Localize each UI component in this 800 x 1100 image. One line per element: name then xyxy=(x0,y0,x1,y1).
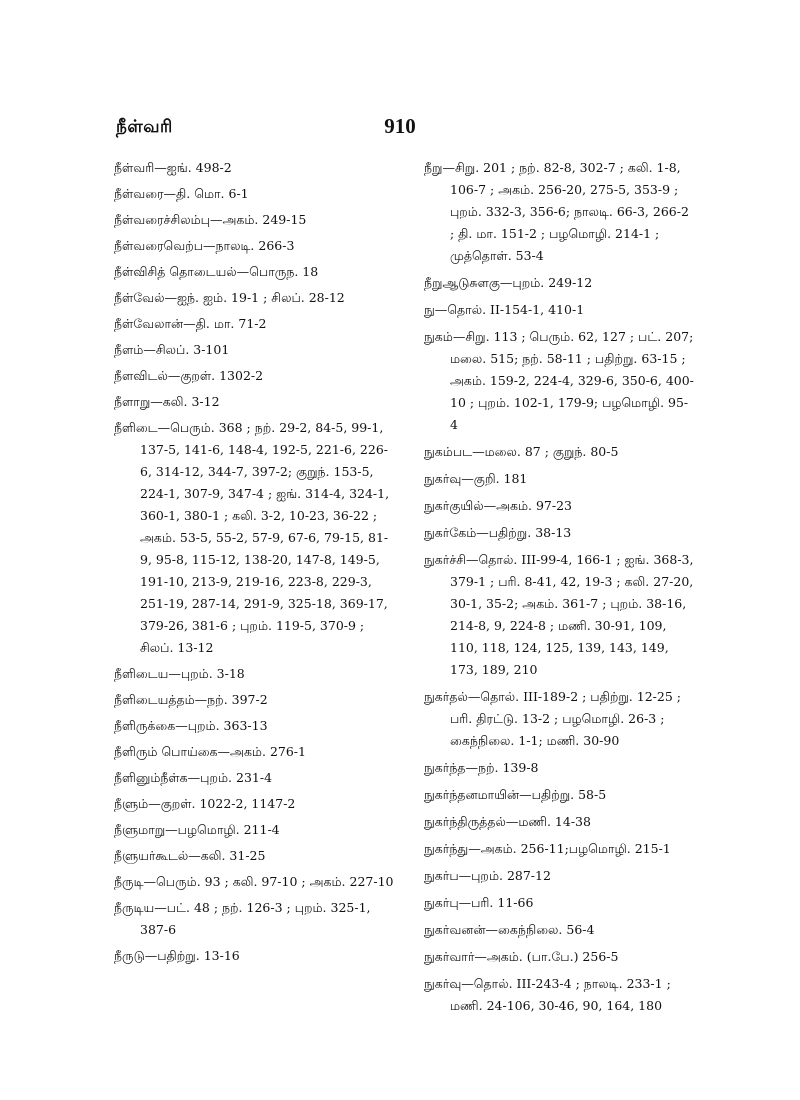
index-entry: நீளுயர்கூடல்—கலி. 31-25 xyxy=(114,848,266,863)
index-entry: நீளிரும் பொய்கை—அகம். 276-1 xyxy=(114,744,306,759)
index-entry: நு—தொல். II-154-1, 410-1 xyxy=(424,302,585,317)
index-entry: நீறு—சிறு. 201 ; நற். 82-8, 302-7 ; கலி. 1-8, 106-7 ; அகம். 256-20, 275-5, 353-9 ; புறம். 332-3, 356-6; நாலடி. 66-3, 266-2 ; தி. மா. 151-2 ; பழமொழி. 214-1 ; முத்தொள். 53-4 xyxy=(424,160,689,263)
index-entry: நீறுஆடுசுளகு—புறம். 249-12 xyxy=(424,275,593,290)
index-entry: நுகர்வார்—அகம். (பா.பே.) 256-5 xyxy=(424,949,619,964)
left-column xyxy=(114,157,396,971)
index-entry: நீளிடைய—புறம். 3-18 xyxy=(114,666,245,681)
index-entry: நுகம்பட—மலை. 87 ; குறுந். 80-5 xyxy=(424,444,619,459)
index-entry: நீள்வரி—ஐங். 498-2 xyxy=(114,160,232,175)
index-entry: நுகர்ப—புறம். 287-12 xyxy=(424,868,551,883)
index-entry: நுகர்பு—பரி. 11-66 xyxy=(424,895,534,910)
index-entry: நீருடி—பெரும். 93 ; கலி. 97-10 ; அகம். 227-10 xyxy=(114,874,394,889)
index-entry: நுகர்ந்த—நற். 139-8 xyxy=(424,760,539,775)
index-entry: நீளிடை—பெரும். 368 ; நற். 29-2, 84-5, 99-1, 137-5, 141-6, 148-4, 192-5, 221-6, 226-6, 314-12, 344-7, 397-2; குறுந். 153-5, 224-1, 307-9, 347-4 ; ஐங். 314-4, 324-1, 360-1, 380-1 ; கலி. 3-2, 10-23, 36-22 ; அகம். 53-5, 55-2, 57-9, 67-6, 79-15, 81-9, 95-8, 115-12, 138-20, 147-8, 149-5, 191-10, 213-9, 219-16, 223-8, 229-3, 251-19, 287-14, 291-9, 325-18, 369-17, 379-26, 381-6 ; புறம். 119-5, 370-9 ; சிலப். 13-12 xyxy=(114,420,390,655)
index-entry: நுகர்வு—தொல். III-243-4 ; நாலடி. 233-1 ; மணி. 24-106, 30-46, 90, 164, 180 xyxy=(424,976,671,1013)
right-column xyxy=(424,157,696,1022)
index-entry: நுகர்தல்—தொல். III-189-2 ; பதிற்று. 12-25 ; பரி. திரட்டு. 13-2 ; பழமொழி. 26-3 ; கைந்நிலை. 1-1; மணி. 30-90 xyxy=(424,689,681,748)
index-entry: நீளவிடல்—குறள். 1302-2 xyxy=(114,368,264,383)
index-entry: நுகம்—சிறு. 113 ; பெரும். 62, 127 ; பட். 207; மலை. 515; நற். 58-11 ; பதிற்று. 63-15 ; அகம். 159-2, 224-4, 329-6, 350-6, 400-10 ; புறம். 102-1, 179-9; பழமொழி. 95-4 xyxy=(424,329,694,432)
index-entry: நீளினும்நீள்க—புறம். 231-4 xyxy=(114,770,273,785)
index-entry: நுகர்ந்து—அகம். 256-11;பழமொழி. 215-1 xyxy=(424,841,671,856)
index-entry: நீள்வரைச்சிலம்பு—அகம். 249-15 xyxy=(114,212,307,227)
index-entry: நீளும்—குறள். 1022-2, 1147-2 xyxy=(114,796,296,811)
index-entry: நுகர்குயில்—அகம். 97-23 xyxy=(424,498,572,513)
index-entry: நுகர்ந்திருத்தல்—மணி. 14-38 xyxy=(424,814,591,829)
index-entry: நீளாறு—கலி. 3-12 xyxy=(114,394,220,409)
index-entry: நீள்வரை—தி. மொ. 6-1 xyxy=(114,186,249,201)
index-entry: நுகர்வனன்—கைந்நிலை. 56-4 xyxy=(424,922,595,937)
index-entry: நீளிருக்கை—புறம். 363-13 xyxy=(114,718,268,733)
index-entry: நீளிடையத்தம்—நற். 397-2 xyxy=(114,692,268,707)
index-entry: நுகர்வு—குறி. 181 xyxy=(424,471,528,486)
index-entry: நீளுமாறு—பழமொழி. 211-4 xyxy=(114,822,280,837)
index-entry: நீள்வேலான்—தி. மா. 71-2 xyxy=(114,316,267,331)
running-head: நீள்வரி xyxy=(116,117,173,137)
index-entry: நுகர்ந்தனமாயின்—பதிற்று. 58-5 xyxy=(424,787,607,802)
index-entry: நீருடிய—பட். 48 ; நற். 126-3 ; புறம். 325-1, 387-6 xyxy=(114,900,371,937)
index-entry: நீள்வரைவெற்ப—நாலடி. 266-3 xyxy=(114,238,295,253)
index-entry: நீளம்—சிலப். 3-101 xyxy=(114,342,230,357)
page-number: 910 xyxy=(384,114,416,138)
index-entry: நீருடு—பதிற்று. 13-16 xyxy=(114,948,240,963)
index-entry: நீள்விசித் தொடையல்—பொருந. 18 xyxy=(114,264,319,279)
index-entry: நுகர்ச்சி—தொல். III-99-4, 166-1 ; ஐங். 368-3, 379-1 ; பரி. 8-41, 42, 19-3 ; கலி. 27-20, 30-1, 35-2; அகம். 361-7 ; புறம். 38-16, 214-8, 9, 224-8 ; மணி. 30-91, 109, 110, 118, 124, 125, 139, 143, 149, 173, 189, 210 xyxy=(424,552,694,677)
index-entry: நீள்வேல்—ஐந். ஐம். 19-1 ; சிலப். 28-12 xyxy=(114,290,345,305)
index-entry: நுகர்கேம்—பதிற்று. 38-13 xyxy=(424,525,572,540)
